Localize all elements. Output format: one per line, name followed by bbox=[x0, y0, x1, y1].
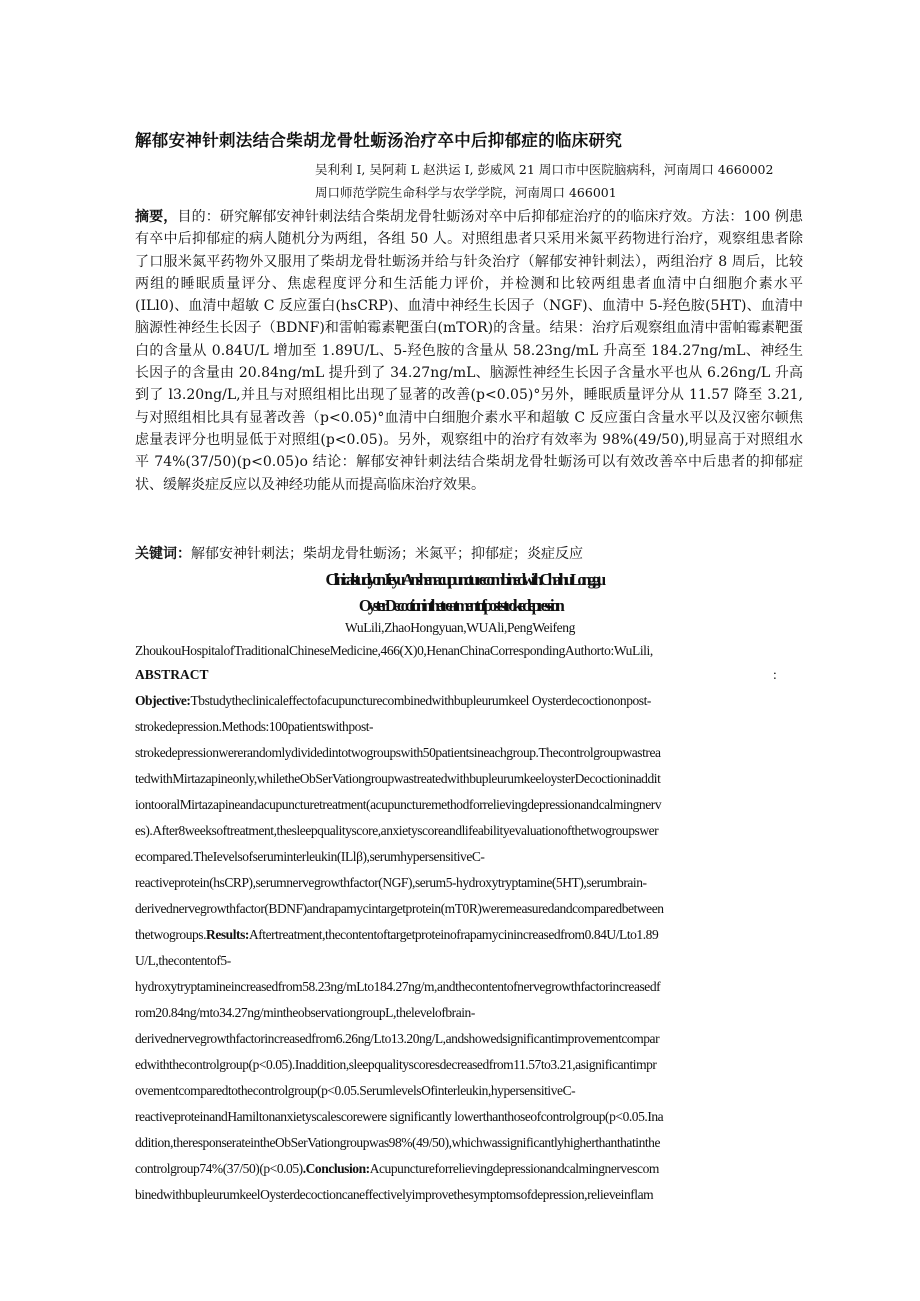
keywords-cn-text: 解郁安神针刺法；柴胡龙骨牡蛎汤；米氮平；抑郁症；炎症反应 bbox=[191, 546, 583, 562]
affiliation-cn: 周口师范学院生命科学与农学学院，河南周口 466001 bbox=[315, 185, 617, 200]
abstract-en-line bbox=[135, 1161, 659, 1177]
abstract-en-line: binedwithbupleurumkeelOysterdecoctioncaneffectivelyimprovethesymptomsofdepression,relieveinflam bbox=[135, 1187, 654, 1202]
authors-cn: 吴利利 I, 吴阿莉 L 赵洪运 I, 彭威风 21 周口市中医院脑病科，河南周口 4660002 bbox=[315, 162, 774, 177]
abstract-en-text: thetwogroups. bbox=[135, 927, 207, 942]
abstract-en-line: strokedepression.Methods:100patientswithpost- bbox=[135, 719, 374, 734]
abstract-cn-label: 摘要， bbox=[135, 209, 178, 225]
abstract-en-line bbox=[135, 693, 651, 709]
keywords-cn bbox=[135, 543, 583, 563]
abstract-en-line: ovementcomparedtothecontrolgroup(p<0.05.SerumlevelsOfinterleukin,hypersensitiveC- bbox=[135, 1083, 576, 1098]
abstract-en-line: ecompared.TheIevelsofseruminterleukin(ILlβ),serumhypersensitiveC- bbox=[135, 849, 485, 864]
abstract-en-heading: ABSTRACT bbox=[135, 667, 209, 682]
abstract-en-text: controlgroup74%(37/50)(p<0.05) bbox=[135, 1161, 303, 1176]
abstract-en-text: Aftertreatment,thecontentoftargetproteinofrapamycinincreasedfrom0.84U/Lto1.89 bbox=[248, 927, 659, 942]
abstract-en-line: iontooralMirtazapineandacupuncturetreatment(acupuncturemethodforrelievingdepressionandcalmingnerv bbox=[135, 797, 662, 812]
abstract-en-text: Acupunctureforrelievingdepressionandcalmingnervescom bbox=[369, 1161, 659, 1176]
conclusion-label: .Conclusion: bbox=[302, 1161, 370, 1176]
abstract-en-line bbox=[135, 927, 658, 943]
abstract-en-line: derivednervegrowthfactor(BDNF)andrapamycintargetprotein(mT0R)weremeasuredandcomparedbetween bbox=[135, 901, 664, 916]
abstract-en-line: derivednervegrowthfactorincreasedfrom6.26ng/Lto13.20ng/L,andshowedsignificantimprovementcompar bbox=[135, 1031, 660, 1046]
abstract-en-line: reactiveproteinandHamiltonanxietyscalescorewere significantly lowerthanthoseofcontrolgroup(p<0.05.Ina bbox=[135, 1109, 664, 1124]
objective-label: Objective: bbox=[135, 693, 191, 708]
abstract-en-line: reactiveprotein(hsCRP),serumnervegrowthfactor(NGF),serum5-hydroxytryptamine(5HT),serumbrain- bbox=[135, 875, 647, 890]
abstract-cn bbox=[135, 206, 803, 496]
abstract-en-text: Tbstudytheclinicaleffectofacupuncturecombinedwithbupleurumkeel Oysterdecoctiononpost- bbox=[190, 693, 651, 708]
abstract-en-line: tedwithMirtazapineonly,whiletheObSerVationgroupwastreatedwithbupleurumkeeloysterDecoctioninaddit bbox=[135, 771, 661, 786]
paper-title-en-line1: ClinicalstudyonJieyuAnshenacupuncturecombinedwithChaihuLonggu bbox=[325, 570, 603, 589]
abstract-cn-body: 目的：研究解郁安神针刺法结合柴胡龙骨牡蛎汤对卒中后抑郁症治疗的的临床疗效。方法：100 例患有卒中后抑郁症的病人随机分为两组，各组 50 人。对照组患者只采用米氮平药物进行治疗，观察组患者除了口服米氮平药物外又服用了柴胡龙骨牡蛎汤并给与针灸治疗（解郁安神针刺法），两组治疗 8 周后，比较两组的睡眠质量评分、焦虑程度评分和生活能力评价，并检测和比较两组患者血清中白细胞介素水平(ILl0)、血清中超敏 C 反应蛋白(hsCRP)、血清中神经生长因子（NGF)、血清中 5-羟色胺(5HT)、血清中脑源性神经生长因子（BDNF)和雷帕霉素靶蛋白(mTOR)的含量。结果：治疗后观察组血清中雷帕霉素靶蛋白的含量从 0.84U/L 增加至 1.89U/L、5-羟色胺的含量从 58.23ng/mL 升高至 184.27ng/mL、神经生长因子的含量由 20.84ng/mL 提升到了 34.27ng/mL、脑源性神经生长因子含量水平也从 6.26ng/L 升高到了 l3.20ng/L,并且与对照组相比出现了显著的改善(p<0.05)°另外，睡眠质量评分从 11.57 降至 3.21,与对照组相比具有显著改善（p<0.05)°血清中白细胞介素水平和超敏 C 反应蛋白含量水平以及汉密尔顿焦虑量表评分也明显低于对照组(p<0.05)。另外，观察组中的治疗有效率为 98%(49/50),明显高于对照组水平 74%(37/50)(p<0.05)o 结论：解郁安神针刺法结合柴胡龙骨牡蛎汤可以有效改善卒中后患者的抑郁症状、缓解炎症反应以及神经功能从而提高临床治疗效果。 bbox=[135, 209, 804, 493]
paper-title-cn: 解郁安神针刺法结合柴胡龙骨牡蛎汤治疗卒中后抑郁症的临床研究 bbox=[135, 131, 623, 150]
authors-en: WuLili,ZhaoHongyuan,WUAli,PengWeifeng bbox=[345, 620, 575, 635]
paper-title-en-line2: OysterDecoctioninthetreatmentofpost-strokedepression bbox=[358, 596, 562, 615]
abstract-en-line: U/L,thecontentof5- bbox=[135, 953, 231, 968]
affiliation-en: ZhoukouHospitalofTraditionalChineseMedicine,466(X)0,HenanChinaCorrespondingAuthorto:WuLili, bbox=[135, 643, 653, 658]
abstract-en-line: es).After8weeksoftreatment,thesleepqualityscore,anxietyscoreandlifeabilityevaluationofthetwogroupswer bbox=[135, 823, 659, 838]
abstract-en-line: rom20.84ng/mto34.27ng/mintheobservationgroupL,thelevelofbrain- bbox=[135, 1005, 475, 1020]
abstract-en-line: hydroxytryptamineincreasedfrom58.23ng/mLto184.27ng/m,andthecontentofnervegrowthfactorincreasedf bbox=[135, 979, 661, 994]
abstract-en-colon: : bbox=[773, 667, 777, 682]
abstract-en-line: strokedepressionwererandomlydividedintotwogroupswith50patientsineachgroup.Thecontrolgroupwastrea bbox=[135, 745, 661, 760]
abstract-en-line: edwiththecontrolgroup(p<0.05).Inaddition,sleepqualityscoresdecreasedfrom11.57to3.21,asignificantimpr bbox=[135, 1057, 657, 1072]
results-label: Results: bbox=[206, 927, 249, 942]
keywords-cn-label: 关键词： bbox=[135, 546, 191, 562]
abstract-en-line: ddition,theresponserateintheObSerVationgroupwas98%(49/50),whichwassignificantlyhigherthanthatinthe bbox=[135, 1135, 661, 1150]
